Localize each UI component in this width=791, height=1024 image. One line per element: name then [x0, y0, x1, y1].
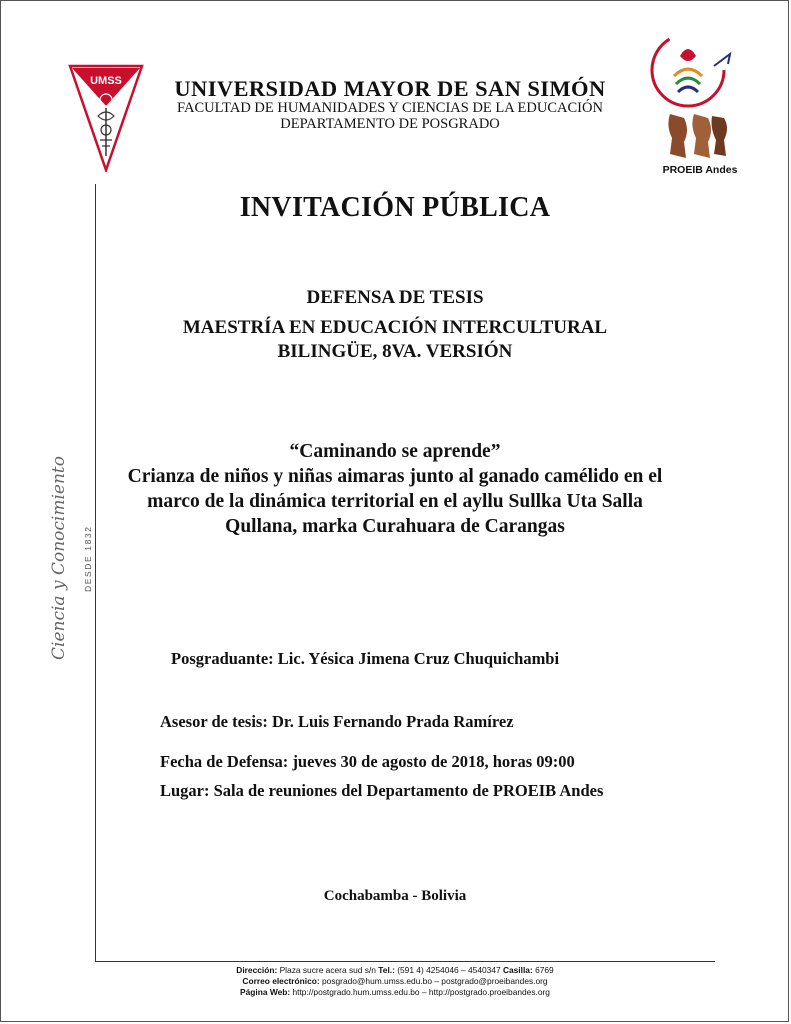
university-name: UNIVERSIDAD MAYOR DE SAN SIMÓN — [174, 76, 606, 101]
web-value[interactable]: http://postgrado.hum.umss.edu.bo – http://postgrado.proeibandes.org — [292, 987, 550, 997]
program-line-2: BILINGÜE, 8VA. VERSIÓN — [277, 341, 513, 362]
place-label: Lugar: — [160, 781, 210, 800]
city: Cochabamba - Bolivia — [323, 888, 467, 904]
email-value[interactable]: posgrado@hum.umss.edu.bo – postgrado@proeibandes.org — [322, 976, 548, 986]
thesis-subtitle-line-2: marco de la dinámica territorial en el ayllu Sullka Uta Salla — [147, 491, 643, 512]
phone-label: Tel.: — [378, 965, 395, 975]
proeib-andes-logo — [644, 26, 744, 180]
thesis-title: “Caminando se aprende” — [289, 441, 501, 462]
program-line-1: MAESTRÍA EN EDUCACIÓN INTERCULTURAL — [182, 317, 608, 338]
department-name: DEPARTAMENTO DE POSGRADO — [280, 116, 500, 132]
motto-since: DESDE 1832 — [83, 525, 93, 592]
umss-logo-text: UMSS — [90, 75, 122, 87]
footer-email — [95, 976, 695, 986]
advisor-field — [160, 712, 514, 732]
advisor-value: Dr. Luis Fernando Prada Ramírez — [271, 712, 514, 731]
date-field — [160, 752, 575, 772]
web-label: Página Web: — [240, 987, 291, 997]
phone-value: (591 4) 4254046 – 4540347 — [397, 965, 501, 975]
proeib-andes-label: PROEIB Andes — [662, 164, 738, 176]
place-field — [160, 781, 603, 801]
address-value: Plaza sucre acera sud s/n — [279, 965, 376, 975]
box-label: Casilla: — [502, 965, 533, 975]
page-title: INVITACIÓN PÚBLICA — [239, 192, 551, 223]
graduate-label: Posgraduante: — [171, 649, 274, 668]
bottom-rule — [95, 961, 715, 962]
footer-web — [95, 987, 695, 997]
faculty-name: FACULTAD DE HUMANIDADES Y CIENCIAS DE LA EDUCACIÓN — [177, 100, 603, 116]
motto-text: Ciencia y Conocimiento — [49, 456, 69, 660]
umss-shield-logo — [68, 64, 144, 172]
thesis-subtitle-line-1: Crianza de niños y niñas aimaras junto al ganado camélido en el — [127, 466, 663, 487]
date-value: jueves 30 de agosto de 2018, horas 09:00 — [292, 752, 575, 771]
box-value: 6769 — [535, 965, 554, 975]
event-type: DEFENSA DE TESIS — [306, 287, 484, 308]
advisor-label: Asesor de tesis: — [160, 712, 268, 731]
place-value: Sala de reuniones del Departamento de PROEIB Andes — [213, 781, 604, 800]
address-label: Dirección: — [236, 965, 278, 975]
thesis-subtitle-line-3: Qullana, marka Curahuara de Carangas — [225, 516, 565, 537]
graduate-field — [171, 649, 559, 669]
date-label: Fecha de Defensa: — [160, 752, 289, 771]
graduate-value: Lic. Yésica Jimena Cruz Chuquichambi — [277, 649, 560, 668]
email-label: Correo electrónico: — [242, 976, 320, 986]
footer-address — [95, 965, 695, 975]
